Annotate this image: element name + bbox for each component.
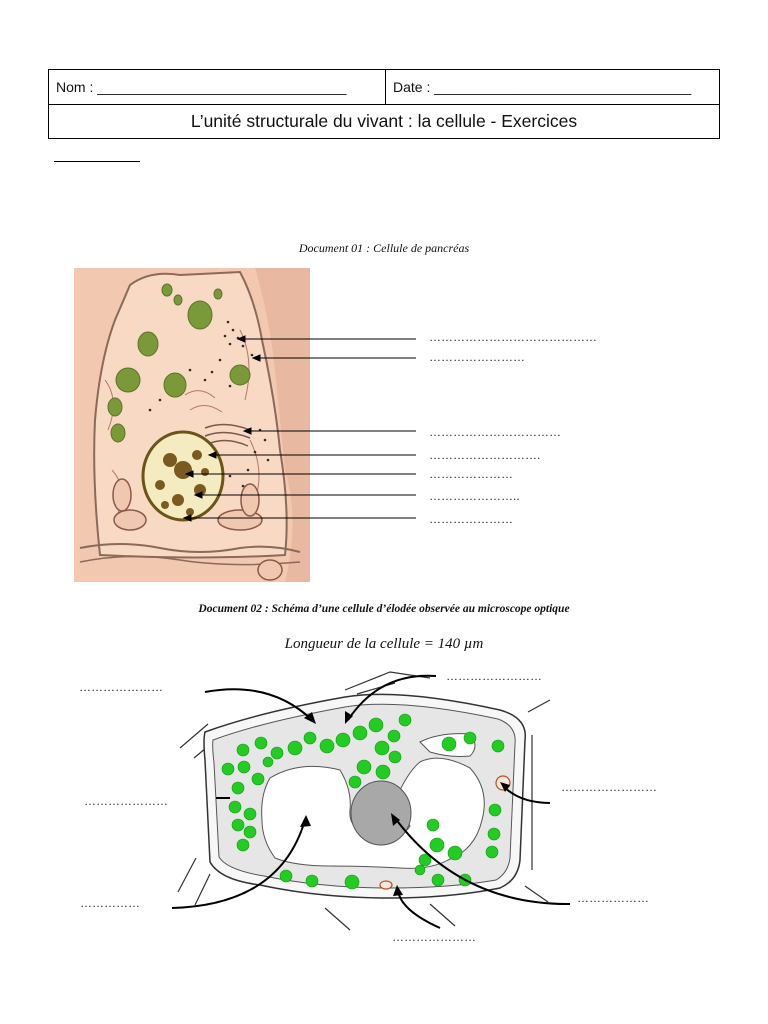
doc1-label-5[interactable]: ………………… (429, 467, 513, 481)
doc2-label-bottom-center[interactable]: ………………… (392, 930, 476, 944)
neighbour-cell-walls (178, 672, 550, 930)
elodea-nucleus (351, 781, 411, 845)
doc1-pointer-lines (184, 336, 416, 521)
header-table (48, 69, 720, 139)
chromatin (155, 450, 209, 516)
doc2-label-bottom-left[interactable]: …………… (80, 896, 140, 910)
doc2-arrowheads (300, 711, 510, 896)
doc2-caption: Document 02 : Schéma d’une cellule d’élodée observée au microscope optique (198, 603, 570, 615)
doc1-label-6[interactable]: ………………….. (429, 489, 520, 503)
golgi-apparatus (205, 424, 250, 446)
doc2-label-top-right[interactable]: …………………… (446, 669, 542, 683)
doc1-caption: Document 01 : Cellule de pancréas (298, 241, 470, 255)
doc2-arrows (172, 676, 570, 928)
name-field[interactable]: Nom : ________________________________ (49, 70, 386, 104)
worksheet-title: L’unité structurale du vivant : la cellule - Exercices (190, 111, 578, 131)
doc1-label-3[interactable]: …………………………… (429, 425, 561, 439)
header-row-identity (49, 70, 719, 105)
doc1-label-2[interactable]: …………………… (429, 350, 525, 364)
nucleus (143, 432, 223, 520)
secretion-granules (108, 284, 250, 442)
short-underline (54, 161, 140, 162)
elodea-mitochondria (380, 776, 510, 889)
ribosomes (149, 321, 270, 488)
endoplasmic-reticulum (105, 330, 259, 520)
doc1-label-4[interactable]: ………………………. (429, 448, 541, 462)
doc2-label-bottom-right[interactable]: ……………… (577, 891, 649, 905)
cytoplasm (213, 704, 516, 888)
doc1-label-1[interactable]: …………………………………… (429, 330, 597, 344)
neighbour-cell-right (255, 268, 310, 582)
doc2-label-right-middle[interactable]: …………………… (561, 780, 657, 794)
date-field[interactable]: Date : _________________________________ (393, 79, 692, 95)
elodea-cell-wall (204, 694, 525, 898)
pancreas-cell-body (94, 272, 286, 558)
doc1-label-7[interactable]: ………………… (429, 512, 513, 526)
doc2-label-top-left[interactable]: ………………… (79, 680, 163, 694)
chloroplasts (222, 714, 504, 889)
pancreas-image-background (74, 268, 310, 582)
vacuole (262, 758, 485, 868)
doc2-cell-length: Longueur de la cellule = 140 µm (284, 636, 484, 652)
doc2-label-left-middle[interactable]: ………………… (84, 794, 168, 808)
mitochondria (113, 479, 282, 580)
